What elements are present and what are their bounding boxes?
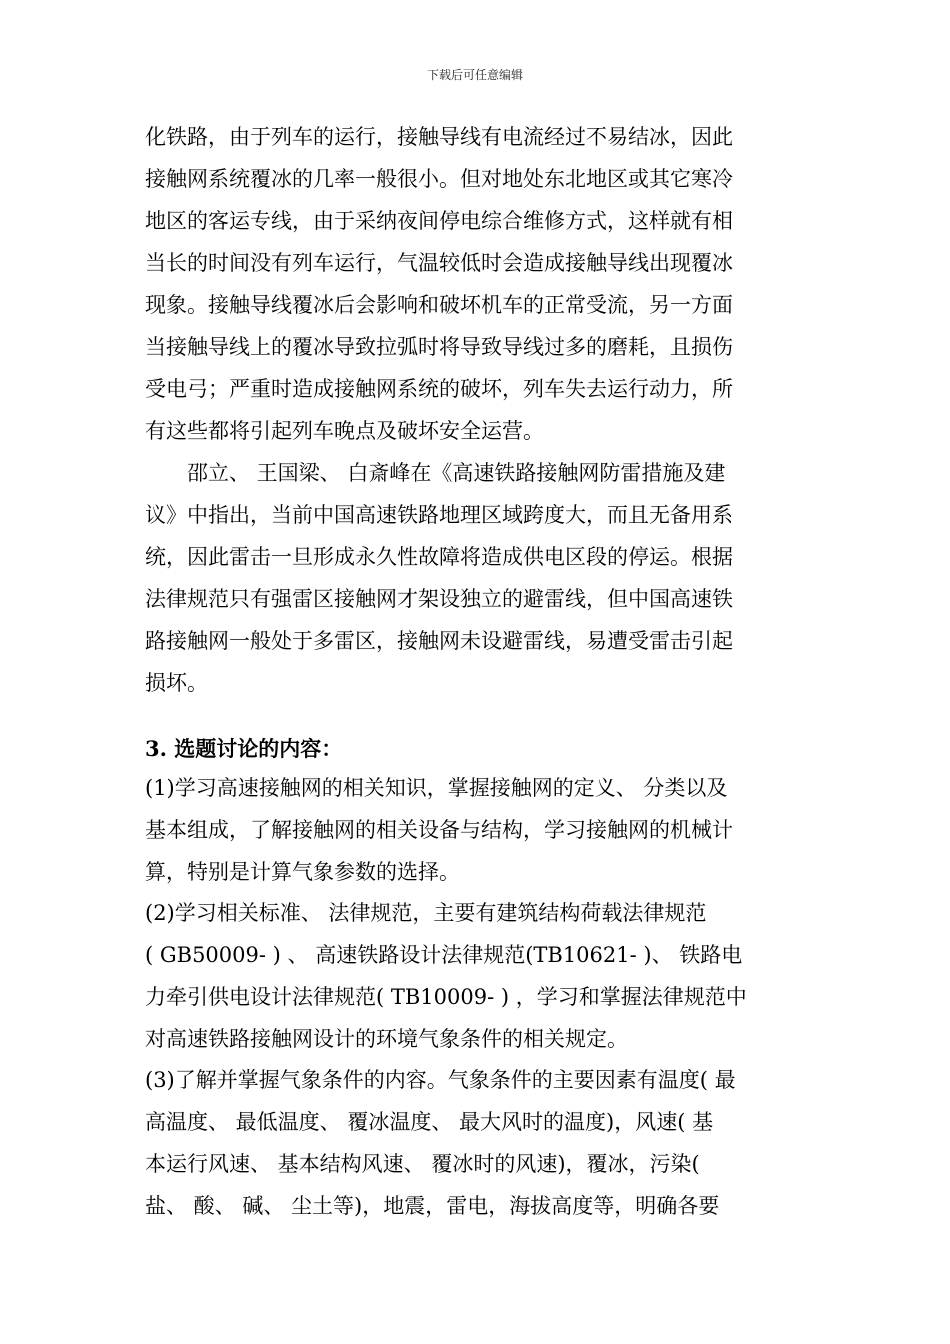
item-2-line-2: ( GB50009- ) 、 高速铁路设计法律规范(TB10621- )、 铁路电 — [145, 943, 743, 967]
paragraph-1-line-3: 地区的客运专线，由于采纳夜间停电综合维修方式，这样就有相 — [145, 209, 733, 233]
item-3-line-2: 高温度、 最低温度、 覆冰温度、 最大风时的温度)，风速( 基 — [145, 1110, 714, 1134]
item-3-line-1: (3)了解并掌握气象条件的内容。气象条件的主要因素有温度( 最 — [145, 1068, 736, 1092]
paragraph-2-line-4: 法律规范只有强雷区接触网才架设独立的避雷线，但中国高速铁 — [145, 587, 733, 611]
paragraph-2-line-1: 邵立、 王国梁、 白斎峰在《高速铁路接触网防雷措施及建 — [145, 461, 726, 485]
item-2-line-1: (2)学习相关标准、 法律规范，主要有建筑结构荷载法律规范 — [145, 901, 707, 925]
paragraph-2-line-6: 损坏。 — [145, 671, 208, 695]
item-1-line-3: 算，特别是计算气象参数的选择。 — [145, 860, 460, 884]
section-heading: 3. 选题讨论的内容： — [145, 736, 343, 761]
paragraph-1-line-2: 接触网系统覆冰的几率一般很小。但对地处东北地区或其它寒冷 — [145, 167, 733, 191]
item-3-line-3: 本运行风速、 基本结构风速、 覆冰时的风速)，覆冰，污染( — [145, 1152, 700, 1176]
item-1-line-2: 基本组成，了解接触网的相关设备与结构，学习接触网的机械计 — [145, 818, 733, 842]
item-2-line-4: 对高速铁路接触网设计的环境气象条件的相关规定。 — [145, 1027, 628, 1051]
paragraph-1-line-5: 现象。接触导线覆冰后会影响和破坏机车的正常受流，另一方面 — [145, 293, 733, 317]
paragraph-1-line-1: 化铁路，由于列车的运行，接触导线有电流经过不易结冰，因此 — [145, 125, 733, 149]
item-1-line-1: (1)学习高速接触网的相关知识，掌握接触网的定义、 分类以及 — [145, 776, 728, 800]
item-3-line-4: 盐、 酸、 碱、 尘土等)，地震，雷电，海拔高度等，明确各要 — [145, 1194, 720, 1218]
paragraph-2-line-3: 统，因此雷击一旦形成永久性故障将造成供电区段的停运。根据 — [145, 545, 733, 569]
item-2-line-3: 力牵引供电设计法律规范( TB10009- ) ，学习和掌握法律规范中 — [145, 985, 747, 1009]
paragraph-2-line-5: 路接触网一般处于多雷区，接触网未设避雷线，易遭受雷击引起 — [145, 629, 733, 653]
paragraph-1-line-7: 受电弓；严重时造成接触网系统的破坏，列车失去运行动力，所 — [145, 377, 733, 401]
paragraph-1-line-4: 当长的时间没有列车运行，气温较低时会造成接触导线出现覆冰 — [145, 251, 733, 275]
page-header: 下载后可任意编辑 — [426, 68, 523, 82]
paragraph-1-line-8: 有这些都将引起列车晚点及破坏安全运营。 — [145, 419, 544, 443]
paragraph-1-line-6: 当接触导线上的覆冰导致拉弧时将导致导线过多的磨耗，且损伤 — [145, 335, 733, 359]
paragraph-2-line-2: 议》中指出，当前中国高速铁路地理区域跨度大，而且无备用系 — [145, 503, 733, 527]
